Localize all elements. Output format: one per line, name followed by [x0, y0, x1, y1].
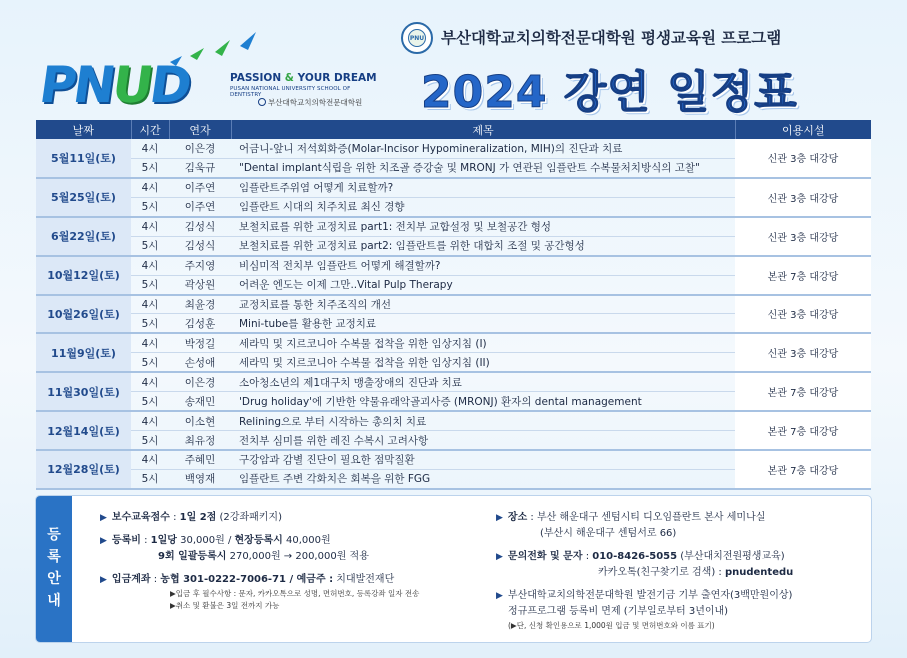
fee-row: ▶ 등록비 : 1일당 30,000원 / 현장등록시 40,000원 — [100, 535, 331, 546]
lecture-time: 4시 — [131, 139, 169, 158]
registration-label-char: 내 — [47, 593, 61, 609]
column-header-time: 시간 — [131, 120, 169, 139]
university-seal-icon: PNU — [401, 22, 433, 54]
lecture-date: 12월28일(토) — [36, 450, 131, 489]
lecture-speaker: 최윤경 — [169, 295, 231, 314]
donation-note: (▶단, 신청 확인용으로 1,000원 입금 및 면허번호와 이름 표기) — [508, 621, 715, 630]
column-header-date: 날짜 — [36, 120, 131, 139]
lecture-venue: 본관 7층 대강당 — [735, 411, 871, 450]
table-row — [36, 333, 871, 352]
lecture-topic: 세라믹 및 지르코니아 수복물 접착을 위한 임상지침 (II) — [231, 353, 735, 372]
emblem-icon — [258, 98, 266, 106]
lecture-speaker: 곽상원 — [169, 275, 231, 294]
lecture-time: 5시 — [131, 469, 169, 488]
logo — [35, 26, 380, 116]
lecture-time: 4시 — [131, 178, 169, 197]
lecture-topic: 임플란트 시대의 치주치료 최신 경향 — [231, 197, 735, 216]
lecture-venue: 신관 3층 대강당 — [735, 178, 871, 217]
lecture-speaker: 이은경 — [169, 139, 231, 158]
payment-note: ▶입금 후 필수사항 : 문자, 카카오톡으로 성명, 면허번호, 등록강좌 일자 전송 — [170, 589, 420, 598]
lecture-time: 4시 — [131, 256, 169, 275]
donation-benefit: 정규프로그램 등록비 면제 (기부일로부터 3년이내) — [508, 606, 729, 617]
lecture-speaker: 김성훈 — [169, 314, 231, 333]
lecture-topic: 세라믹 및 지르코니아 수복물 접착을 위한 임상지침 (I) — [231, 333, 735, 352]
lecture-time: 4시 — [131, 333, 169, 352]
lecture-speaker: 김성식 — [169, 236, 231, 255]
registration-label-char: 록 — [47, 549, 61, 565]
lecture-date: 5월25일(토) — [36, 178, 131, 217]
logo-tagline: PASSION & YOUR DREAM — [230, 72, 377, 84]
lecture-date: 6월22일(토) — [36, 217, 131, 256]
lecture-time: 4시 — [131, 411, 169, 430]
lecture-venue: 신관 3층 대강당 — [735, 217, 871, 256]
account-row: ▶ 입금계좌 : 농협 301-0222-7006-71 / 예금주 : 치대발전재단 — [100, 574, 395, 585]
triangle-bullet-icon: ▶ — [496, 591, 503, 601]
lecture-time: 5시 — [131, 392, 169, 411]
lecture-venue: 본관 7층 대강당 — [735, 372, 871, 411]
lecture-topic: 구강암과 감별 진단이 필요한 점막질환 — [231, 450, 735, 469]
triangle-bullet-icon: ▶ — [100, 575, 107, 585]
lecture-time: 5시 — [131, 314, 169, 333]
donation-row: ▶ 부산대학교치의학전문대학원 발전기금 기부 출연자(3백만원이상) — [496, 590, 793, 601]
page-title: 2024 강연 일정표 — [421, 67, 798, 118]
table-row — [36, 256, 871, 275]
lecture-time: 5시 — [131, 197, 169, 216]
lecture-date: 5월11일(토) — [36, 139, 131, 178]
lecture-time: 4시 — [131, 450, 169, 469]
lecture-time: 5시 — [131, 275, 169, 294]
header — [401, 12, 871, 122]
logo-school-en: PUSAN NATIONAL UNIVERSITY SCHOOL OF DENTISTRY — [230, 86, 351, 98]
lecture-venue: 본관 7층 대강당 — [735, 450, 871, 489]
lecture-speaker: 박정길 — [169, 333, 231, 352]
refund-note: ▶취소 및 환불은 3일 전까지 가능 — [170, 601, 280, 610]
lecture-speaker: 주혜민 — [169, 450, 231, 469]
lecture-date: 12월14일(토) — [36, 411, 131, 450]
lecture-speaker: 김욱규 — [169, 158, 231, 177]
lecture-time: 5시 — [131, 353, 169, 372]
info-left-column — [100, 510, 500, 612]
lecture-time: 5시 — [131, 158, 169, 177]
registration-label-char: 안 — [47, 571, 61, 587]
lecture-venue: 신관 3층 대강당 — [735, 333, 871, 372]
column-header-topic: 제목 — [231, 120, 735, 139]
lecture-venue: 신관 3층 대강당 — [735, 139, 871, 178]
lecture-topic: 'Drug holiday'에 기반한 약물유래악골괴사증 (MRONJ) 환자의 dental management — [231, 392, 735, 411]
table-header-row — [36, 120, 871, 139]
column-header-venue: 이용시설 — [735, 120, 871, 139]
lecture-speaker: 손성애 — [169, 353, 231, 372]
fee-bundle-row: 9회 일괄등록시 270,000원 → 200,000원 적용 — [158, 551, 369, 562]
kakao-row: 카카오톡(친구찾기로 검색) : pnudentedu — [598, 567, 794, 578]
venue-row: ▶ 장소 : 부산 해운대구 센텀시티 디오임플란트 본사 세미나실 — [496, 512, 766, 523]
lecture-date: 10월26일(토) — [36, 295, 131, 334]
table-row — [36, 372, 871, 391]
lecture-speaker: 이은경 — [169, 372, 231, 391]
table-row — [36, 178, 871, 197]
lecture-venue: 신관 3층 대강당 — [735, 295, 871, 334]
lecture-topic: 어금니-앞니 저석회화증(Molar-Incisor Hypomineralization, MIH)의 진단과 치료 — [231, 139, 735, 158]
schedule-table — [36, 120, 871, 490]
registration-label-char: 등 — [47, 527, 61, 543]
lecture-speaker: 김성식 — [169, 217, 231, 236]
lecture-speaker: 송재민 — [169, 392, 231, 411]
lecture-speaker: 이주연 — [169, 197, 231, 216]
lecture-speaker: 백영재 — [169, 469, 231, 488]
schedule-body — [36, 139, 871, 489]
lecture-time: 5시 — [131, 431, 169, 450]
lecture-topic: Relining으로 부터 시작하는 총의치 치료 — [231, 411, 735, 430]
lecture-topic: "Dental implant식립을 위한 치조골 증강술 및 MRONJ 가 연관된 임플란트 수복물처치방식의 고찰" — [231, 158, 735, 177]
lecture-topic: 전치부 심미를 위한 레진 수복시 고려사항 — [231, 431, 735, 450]
lecture-speaker: 최유정 — [169, 431, 231, 450]
triangle-bullet-icon: ▶ — [100, 513, 107, 523]
lecture-time: 4시 — [131, 217, 169, 236]
table-row — [36, 450, 871, 469]
column-header-speaker: 연자 — [169, 120, 231, 139]
info-right-column — [496, 510, 866, 632]
lecture-time: 4시 — [131, 372, 169, 391]
lecture-time: 4시 — [131, 295, 169, 314]
lecture-speaker: 이소현 — [169, 411, 231, 430]
registration-info — [36, 496, 871, 642]
lecture-topic: 소아청소년의 제1대구치 맹출장애의 진단과 치료 — [231, 372, 735, 391]
table-row — [36, 411, 871, 430]
registration-label — [36, 496, 72, 642]
lecture-topic: 보철치료를 위한 교정치료 part1: 전치부 교합설정 및 보철공간 형성 — [231, 217, 735, 236]
contact-row: ▶ 문의전화 및 문자 : 010-8426-5055 (부산대치전원평생교육) — [496, 551, 785, 562]
lecture-speaker: 이주연 — [169, 178, 231, 197]
table-row — [36, 295, 871, 314]
lecture-topic: 보철치료를 위한 교정치료 part2: 임플란트를 위한 대합치 조절 및 공간형성 — [231, 236, 735, 255]
logo-school-ko: 부산대학교치의학전문대학원 — [258, 97, 362, 108]
lecture-time: 5시 — [131, 236, 169, 255]
logo-wordmark: PNUD — [35, 56, 193, 114]
lecture-topic: 비심미적 전치부 임플란트 어떻게 해결할까? — [231, 256, 735, 275]
lecture-topic: 임플란트 주변 각화치은 회복을 위한 FGG — [231, 469, 735, 488]
table-row — [36, 217, 871, 236]
table-row — [36, 139, 871, 158]
credits-row: ▶ 보수교육점수 : 1일 2점 (2강좌패키지) — [100, 512, 282, 523]
lecture-topic: 임플란트주위염 어떻게 치료할까? — [231, 178, 735, 197]
venue-address: (부산시 해운대구 센텀서로 66) — [540, 528, 677, 539]
lecture-topic: 어려운 엔도는 이제 그만..Vital Pulp Therapy — [231, 275, 735, 294]
lecture-topic: 교정치료를 통한 치주조직의 개선 — [231, 295, 735, 314]
lecture-date: 10월12일(토) — [36, 256, 131, 295]
triangle-bullet-icon: ▶ — [496, 513, 503, 523]
triangle-bullet-icon: ▶ — [496, 552, 503, 562]
lecture-date: 11월30일(토) — [36, 372, 131, 411]
lecture-venue: 본관 7층 대강당 — [735, 256, 871, 295]
triangle-bullet-icon: ▶ — [100, 536, 107, 546]
program-subtitle: 부산대학교치의학전문대학원 평생교육원 프로그램 — [441, 29, 782, 47]
lecture-date: 11월9일(토) — [36, 333, 131, 372]
lecture-speaker: 주지영 — [169, 256, 231, 275]
lecture-topic: Mini-tube를 활용한 교정치료 — [231, 314, 735, 333]
